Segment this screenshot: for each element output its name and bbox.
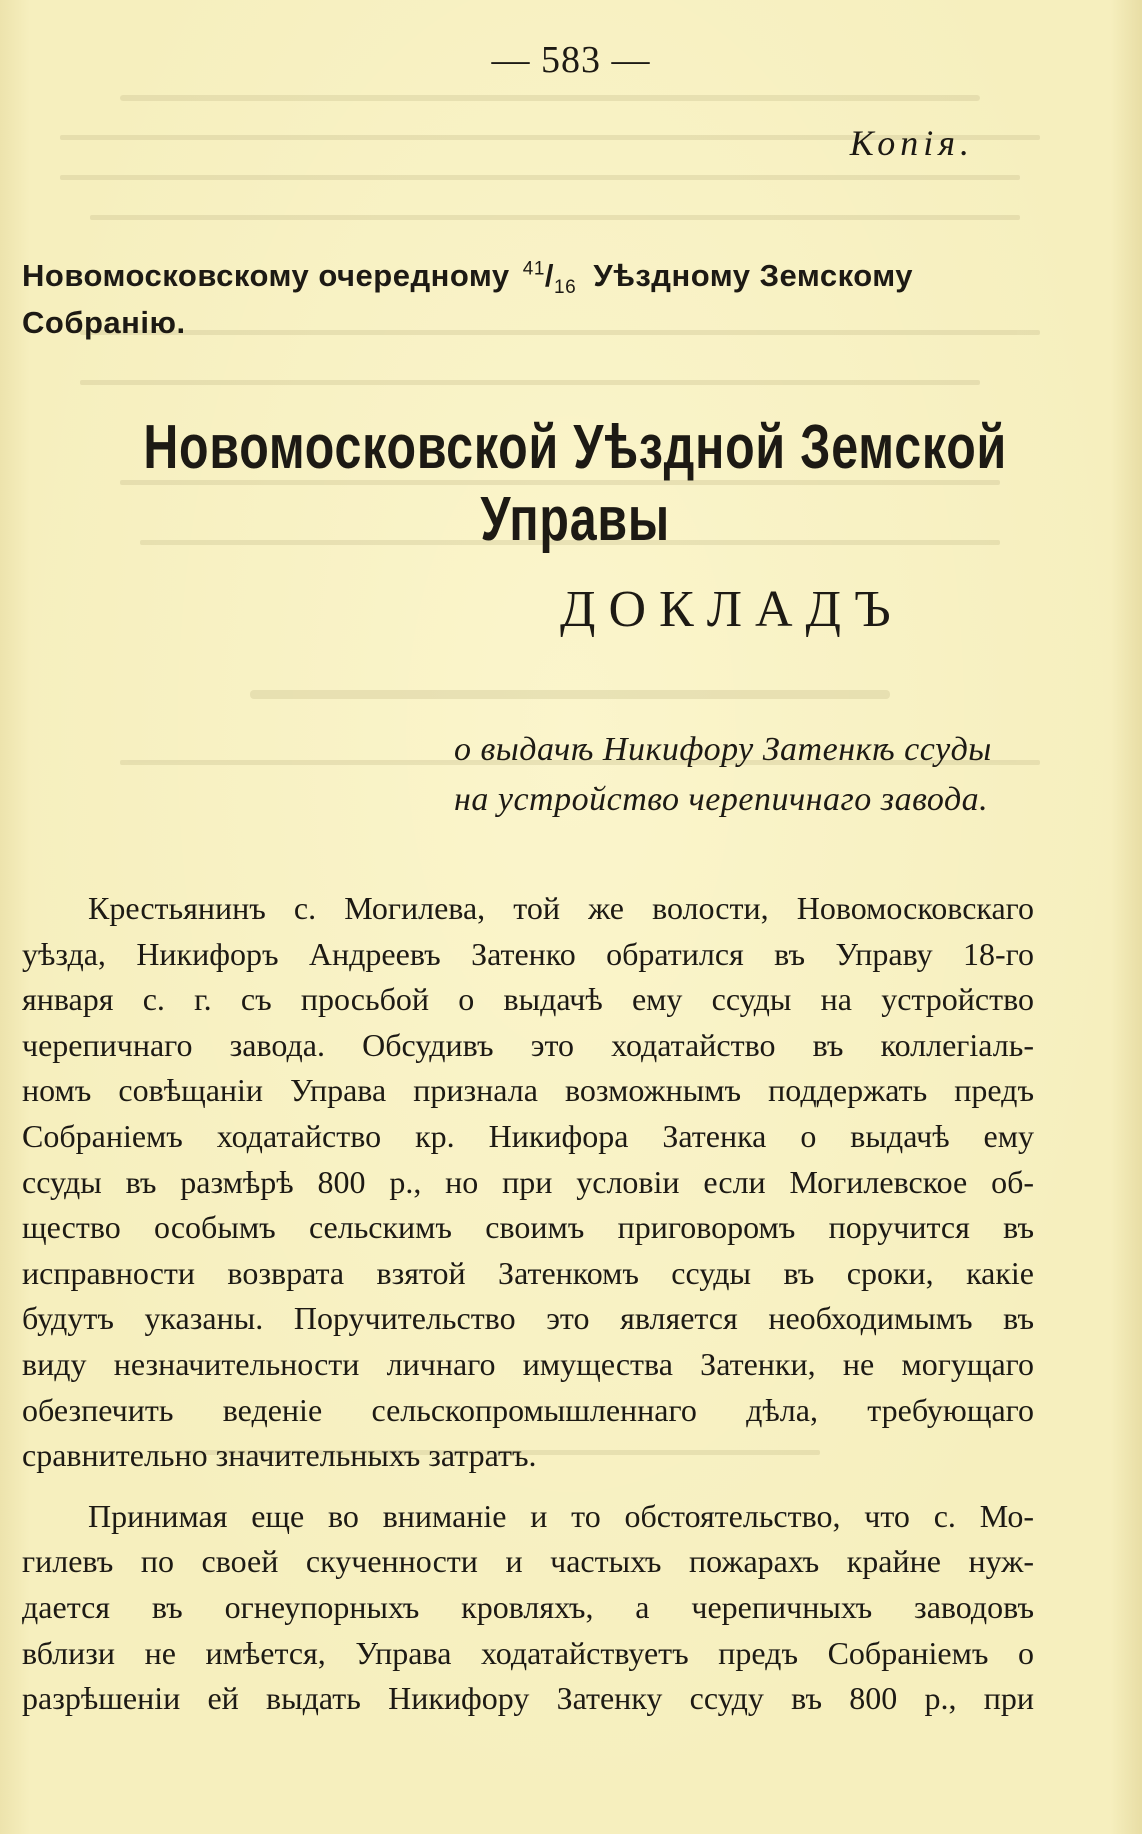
- addressee-prefix: Новомосковскому очередному: [22, 258, 510, 293]
- text-line: ссуды въ размѣрѣ 800 р., но при условіи если Могилевское об-: [22, 1163, 1034, 1200]
- text-line: дается въ огнеупорныхъ кровляхъ, а черепичныхъ заводовъ: [22, 1588, 1034, 1625]
- text-line: виду незначительности личнаго имущества Затенки, не могущаго: [22, 1345, 1034, 1382]
- session-number: $^{41}/_{16}$: [522, 258, 577, 299]
- text-line: номъ совѣщаніи Управа признала возможнымъ поддержать предъ: [22, 1072, 1034, 1109]
- text-line: Собраніемъ ходатайство кр. Никифора Затенка о выдачѣ ему: [22, 1117, 1034, 1154]
- text-line: уѣзда, Никифоръ Андреевъ Затенко обратился въ Управу 18-го: [22, 935, 1034, 972]
- text-line: обезпечить веденіе сельскопромышленнаго дѣла, требующаго: [22, 1391, 1034, 1428]
- heading-authority: Новомосковской Уѣздной Земской Управы: [143, 413, 1008, 554]
- addressee-suffix: Уѣздному Земскому: [593, 258, 914, 293]
- report-body: [22, 886, 1034, 1722]
- text-line: сравнительно значительныхъ затратъ.: [22, 1437, 537, 1474]
- page-number: — 583 —: [491, 39, 651, 81]
- text-line: Крестьянинъ с. Могилева, той же волости, Новомосковскаго: [88, 890, 1034, 926]
- text-line: Принимая еще во вниманіе и то обстоятельство, что с. Мо-: [88, 1497, 1034, 1534]
- text-line: черепичнаго завода. Обсудивъ это ходатайство въ коллегіаль-: [22, 1026, 1034, 1063]
- session-numerator: 41: [522, 258, 545, 280]
- text-line: будутъ указаны. Поручительство это является необходимымъ въ: [22, 1300, 1034, 1337]
- text-line: щество особымъ сельскимъ своимъ приговоромъ поручится въ: [22, 1209, 1034, 1246]
- text-line: исправности возврата взятой Затенкомъ ссуды въ сроки, какіе: [22, 1254, 1034, 1291]
- addressee: [22, 252, 1034, 346]
- text-line: января с. г. съ просьбой о выдачѣ ему ссуды на устройство: [22, 981, 1034, 1018]
- copy-mark: Копія.: [849, 123, 974, 163]
- addressee-line2: Собранію.: [22, 305, 186, 340]
- report-title: ДОКЛАДЪ: [560, 581, 904, 638]
- text-line: гилевъ по своей скученности и частыхъ пожарахъ крайне нуж-: [22, 1543, 1034, 1580]
- paragraph-gap: [22, 1479, 1034, 1494]
- session-denominator: 16: [554, 277, 577, 299]
- subject-line-2: на устройство черепичнаго завода.: [454, 781, 989, 818]
- subject-line-1: о выдачѣ Никифору Затенкѣ ссуды: [454, 731, 992, 768]
- report-subject: [454, 725, 992, 825]
- text-line: вблизи не имѣется, Управа ходатайствуетъ предъ Собраніемъ о: [22, 1634, 1034, 1671]
- text-line: разрѣшеніи ей выдать Никифору Затенку ссуду въ 800 р., при: [22, 1680, 1034, 1717]
